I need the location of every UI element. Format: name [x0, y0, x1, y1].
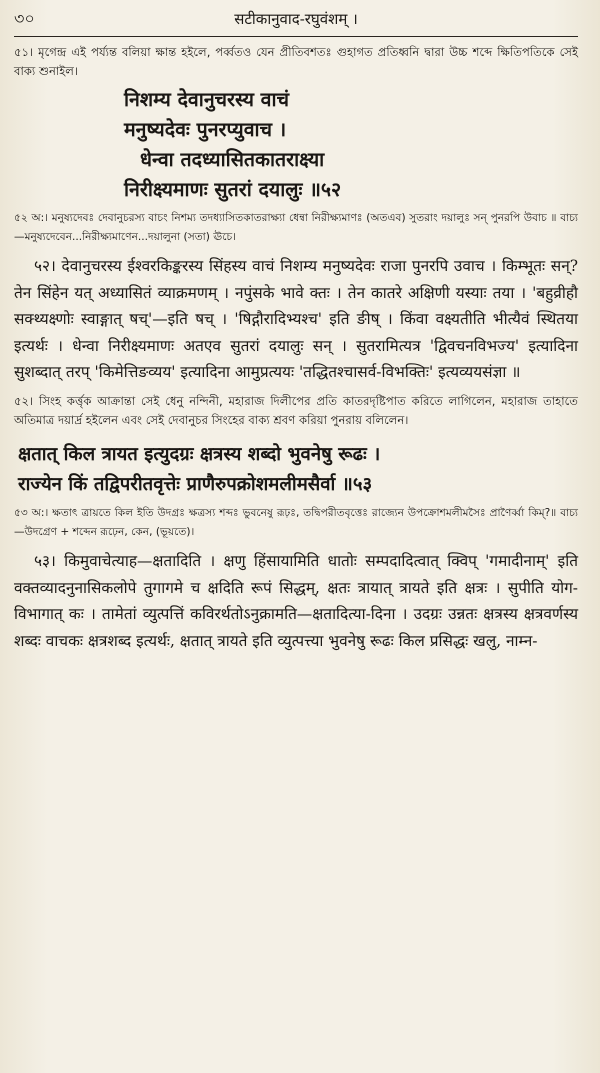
verse-line: निशम्य देवानुचरस्य वाचं [124, 88, 289, 111]
verse-line: धेन्वा तदध्यासितकातराक्ष्या [140, 148, 325, 171]
bengali-translation-51: ৫১। মৃগেন্দ্র এই পর্য্যন্ত বলিয়া ক্ষান্ত হইলে, পর্ব্বতও যেন প্রীতিবশতঃ গুহাগত প্রতিধ্বনি দ্বারা উচ্চ শব্দে ক্ষিতিপতিকে সেই বাক্য শুনাইল। [14, 45, 578, 78]
page-header [14, 6, 578, 37]
page-number: ৩০ [14, 9, 35, 28]
verse-52 [14, 85, 578, 205]
anvaya-53: ৫৩ অ:। ক্ষতাৎ ত্রায়তে কিল ইতি উদগ্রঃ ক্ষত্রস্য শব্দঃ ভুবনেষু রূঢ়ঃ, তদ্বিপরীতবৃত্তেঃ রাজ্যেন উপক্রোশমলীমসৈঃ প্রাণৈর্ব্বা কিম্?॥ বাচ্য—উদগ্রেণ + শব্দেন রূঢ়েন, কেন, (ভূয়তে)। [14, 506, 578, 538]
running-title: सटीकानुवाद-रघुवंशम् । [234, 10, 358, 28]
verse-line: मनुष्यदेवः पुनरप्युवाच । [124, 118, 287, 141]
verse-53 [14, 440, 578, 500]
verse-line: राज्येन किं तद्विपरीतवृत्तेः प्राणैरुपक्रोशमलीमसैर्वा ॥५३ [18, 473, 373, 495]
bengali-translation-52: ৫২। সিংহ কর্ত্তৃক আক্রান্তা সেই ধেনু নন্দিনী, মহারাজ দিলীপের প্রতি কাতরদৃষ্টিপাত করিতে লাগিলেন, মহারাজ তাহাতে অতিমাত্র দয়ার্দ্র হইলেন এবং সেই দেবানুচর সিংহের বাক্য শ্রবণ করিয়া পুনরায় বলিলেন। [14, 393, 578, 427]
anvaya-52: ৫২ অ:। মনুষ্যদেবঃ দেবানুচরস্য বাচং নিশম্য তদধ্যাসিতকাতরাক্ষ্যা ধেন্বা নিরীক্ষ্যমাণঃ (অতএব) সুতরাং দয়ালুঃ সন্ পুনরপি উবাচ ॥ বাচ্য—মনুষ্যদেবেন...নিরীক্ষ্যমাণেন...দয়ালুনা (সতা) ঊচে। [14, 212, 578, 243]
verse-line: क्षतात् किल त्रायत इत्युदग्रः क्षत्रस्य शब्दो भुवनेषु रूढः । [18, 443, 381, 465]
sanskrit-commentary-52: ५२। देवानुचरस्य ईश्वरकिङ्करस्य सिंहस्य वाचं निशम्य मनुष्यदेवः राजा पुनरपि उवाच । किम्भूतः सन्? तेन सिंहेन यत् अध्यासितं व्याक्रमणम् । नपुंसके भावे क्तः । तेन कातरे अक्षिणी यस्याः तया । 'बहुव्रीहौ सक्थ्यक्ष्णोः स्वाङ्गात् षच्'—इति षच् । 'षिद्गौरादिभ्यश्च' इति ङीष् । किंवा वक्ष्यतीति भीत्यैवं स्थितया इत्यर्थः । धेन्वा निरीक्ष्यमाणः अतएव सुतरां दयालुः सन् । सुतरामित्यत्र 'द्विवचनविभज्य' इत्यादिना सुशब्दात् तरप् 'किमेत्तिङव्यय' इत्यादिना आमुप्रत्ययः 'तद्धितश्चासर्व-विभक्तिः' इत्यव्ययसंज्ञा ॥ [14, 257, 578, 382]
verse-line: निरीक्ष्यमाणः सुतरां दयालुः ॥५२ [124, 178, 342, 201]
sanskrit-commentary-53: ५३। किमुवाचेत्याह—क्षतादिति । क्षणु हिंसायामिति धातोः सम्पदादित्वात् क्विप् 'गमादीनाम्' इति वक्तव्यादनुनासिकलोपे तुगागमे च क्षदिति रूपं सिद्धम्, क्षतः त्रायात् त्रायते इति क्षत्रः । सुपीति योग-विभागात् कः । तामेतां व्युत्पत्तिं कविरर्थतोऽनुक्रामति—क्षतादित्या-दिना । उदग्रः उन्नतः क्षत्रस्य क्षत्रवर्णस्य शब्दः वाचकः क्षत्रशब्द इत्यर्थः, क्षतात् त्रायते इति व्युत्पत्त्या भुवनेषु रूढः किल प्रसिद्धः खलु, नाम्न- [14, 551, 578, 650]
